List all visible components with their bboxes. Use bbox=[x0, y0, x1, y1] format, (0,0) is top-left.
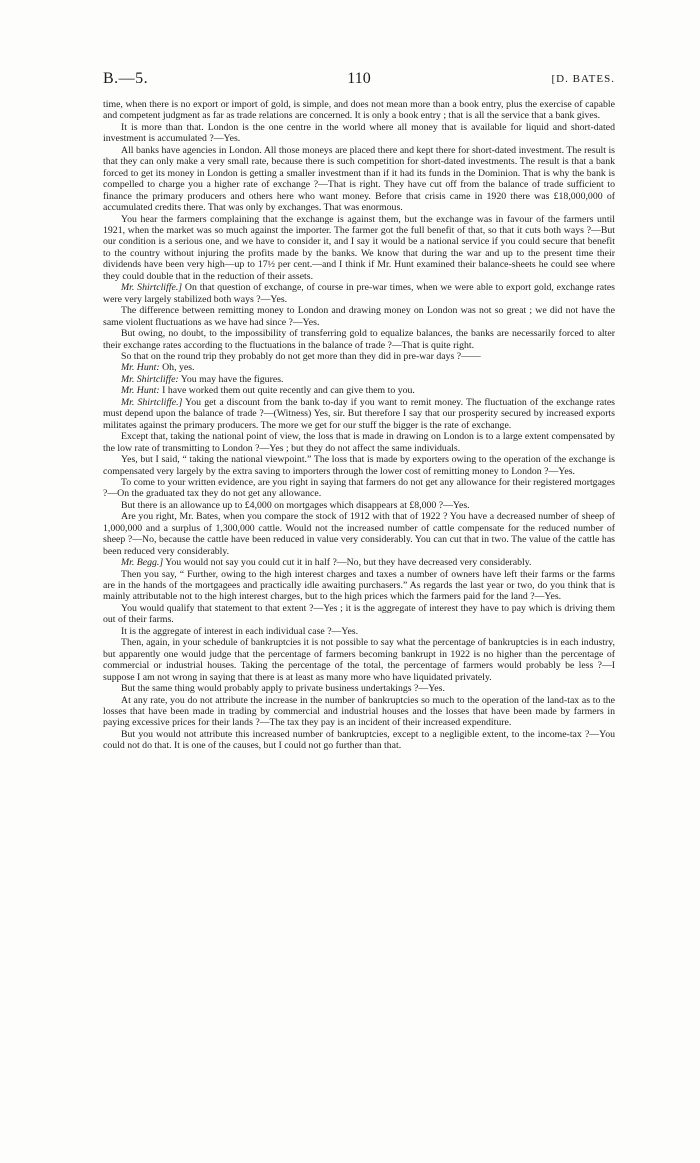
paragraph bbox=[103, 145, 615, 214]
paragraph-text: Are you right, Mr. Bates, when you compare the stock of 1912 with that of 1922 ? You have a decreased number of sheep of 1,000,000 and a surplus of 1,300,000 cattle. Would not the increased number of cattle compensate for the reduced number of sheep ?—No, because the cattle have been reduced in value very considerably. You can cut that in two. The value of the cattle has been reduced very considerably. bbox=[103, 511, 615, 557]
paragraph bbox=[103, 397, 615, 431]
paragraph-text: But there is an allowance up to £4,000 on mortgages which disappears at £8,000 ?—Yes. bbox=[121, 499, 470, 511]
paragraph bbox=[103, 454, 615, 477]
paragraph bbox=[103, 328, 615, 351]
paragraph-text: Yes, but I said, “ taking the national viewpoint.” The loss that is made by exporters owing to the operation of the exchange is compensated very largely by the extra saving to importers through the lower cost of remitting money to London ?—Yes. bbox=[103, 454, 615, 477]
paragraph-text: You would not say you could cut it in half ?—No, but they have decreased very considerably. bbox=[165, 557, 532, 569]
paragraph bbox=[103, 351, 615, 362]
paragraph bbox=[103, 99, 615, 122]
paragraph-text: So that on the round trip they probably do not get more than they did in pre-war days ?—— bbox=[121, 350, 481, 362]
speaker-label: Mr. Shirtcliffe.] bbox=[121, 396, 183, 408]
paragraph bbox=[103, 637, 615, 683]
paragraph-text: Oh, yes. bbox=[162, 362, 195, 374]
paragraph-text: Except that, taking the national point of view, the loss that is made in drawing on London is to a large extent compensated by the low rate of transmitting to London ?—Yes ; but they do not affect the same individuals. bbox=[103, 431, 615, 454]
paragraph bbox=[103, 569, 615, 603]
paragraph-text: All banks have agencies in London. All those moneys are placed there and kept there for short-dated investment. The result is that they can only make a very small rate, because there is such competition for short-dated investments. The result is that a bank forced to get its money in London is getting a smaller investment than if it had its funds in the Dominion. That is why the bank is compelled to charge you a higher rate of exchange ?—That is right. They have cut off from the balance of trade sufficient to finance the primary producers and others here who want money. Before that crisis came in 1920 there was £18,000,000 of accumulated credits there. That was only by exchanges. That was enormous. bbox=[103, 144, 615, 214]
paragraph-text: But the same thing would probably apply to private business undertakings ?—Yes. bbox=[121, 683, 445, 695]
paragraph-text: You get a discount from the bank to-day if you want to remit money. The fluctuation of the exchange rates must depend upon the balance of trade ?—(Witness) Yes, sir. But therefore I say that our prosperity secured by increased exports militates against the primary producers. The more we get for our stuff the bigger is the rate of exchange. bbox=[103, 396, 615, 431]
paragraph bbox=[103, 557, 615, 568]
paragraph bbox=[103, 626, 615, 637]
witness-name: [D. BATES. bbox=[551, 73, 615, 85]
paragraph-text: You may have the figures. bbox=[180, 373, 284, 385]
series-number: B.—5. bbox=[103, 70, 149, 87]
paragraph bbox=[103, 683, 615, 694]
paragraph-text: But owing, no doubt, to the impossibility of transferring gold to equalize balances, the banks are necessarily forced to alter their exchange rates according to the fluctuations in the balance of trade ?—That is quite right. bbox=[103, 328, 615, 351]
paragraph bbox=[103, 362, 615, 373]
paragraph-text: At any rate, you do not attribute the increase in the number of bankruptcies so much to the operation of the land-tax as to the losses that have been made in trading by commercial and industrial houses and the losses that have been made by farmers in paying excessive prices for their lands ?—The tax they pay is an incident of their increased expenditure. bbox=[103, 694, 615, 729]
page-number: 110 bbox=[347, 70, 371, 87]
paragraph bbox=[103, 374, 615, 385]
paragraph bbox=[103, 214, 615, 283]
speaker-label: Mr. Hunt: bbox=[121, 385, 160, 397]
paragraph-text: It is the aggregate of interest in each individual case ?—Yes. bbox=[121, 625, 359, 637]
page-header bbox=[103, 70, 615, 92]
paragraph bbox=[103, 500, 615, 511]
paragraph-text: Then you say, “ Further, owing to the high interest charges and taxes a number of owners have left their farms or the farms are in the hands of the mortgagees and practically idle awaiting purchasers.” As regards the last year or two, do you think that is mainly attributable not to the high interest charges, but to the high prices which the farmers paid for the land ?—Yes. bbox=[103, 568, 615, 603]
paragraph-text: Then, again, in your schedule of bankruptcies it is not possible to say what the percentage of bankruptcies is in each industry, but apparently one would judge that the percentage of farmers becoming bankrupt in 1922 is no higher than the percentage of commercial or industrial houses. Taking the percentage of the total, the percentage of farmers would probably be less ?—I suppose I am not wrong in saying that there is at least as many more who have liquidated privately. bbox=[103, 637, 615, 683]
speaker-label: Mr. Begg.] bbox=[121, 557, 164, 569]
speaker-label: Mr. Shirtcliffe.] bbox=[121, 282, 183, 294]
paragraph bbox=[103, 511, 615, 557]
body-text bbox=[103, 99, 615, 752]
paragraph bbox=[103, 431, 615, 454]
paragraph-text: The difference between remitting money to London and drawing money on London was not so great ; we did not have the same violent fluctuations as we have had since ?—Yes. bbox=[103, 305, 615, 328]
paragraph bbox=[103, 282, 615, 305]
paragraph-text: time, when there is no export or import of gold, is simple, and does not mean more than a book entry, plus the exercise of capable and competent judgment as far as trade relations are concerned. It is only a book entry ; that is all the service that a bank gives. bbox=[103, 99, 615, 122]
paragraph-text: You would qualify that statement to that extent ?—Yes ; it is the aggregate of interest they have to pay which is driving them out of their farms. bbox=[103, 602, 615, 626]
paragraph-text: You hear the farmers complaining that the exchange is against them, but the exchange was in favour of the farmers until 1921, when the market was so much against the importer. The farmer got the full benefit of that, so that it cuts both ways ?—But our condition is a serious one, and we have to consider it, and I say it would be a national service if you could secure that benefit to the country without injuring the profits made by the banks. We know that during the war and up to the present time their dividends have been very high—up to 17½ per cent.—and I think if Mr. Hunt examined their balance-sheets he could see where they could double that in the reduction of their assets. bbox=[103, 213, 615, 282]
paragraph-text: It is more than that. London is the one centre in the world where all money that is available for liquid and short-dated investment is accumulated ?—Yes. bbox=[103, 121, 615, 145]
paragraph bbox=[103, 385, 615, 396]
paragraph bbox=[103, 729, 615, 752]
paragraph bbox=[103, 603, 615, 626]
speaker-label: Mr. Hunt: bbox=[121, 362, 160, 374]
paragraph-text: To come to your written evidence, are you right in saying that farmers do not get any allowance for their registered mortgages ?—On the graduated tax they do not get any allowance. bbox=[103, 476, 615, 500]
paragraph bbox=[103, 477, 615, 500]
paragraph bbox=[103, 695, 615, 729]
paragraph-text: But you would not attribute this increased number of bankruptcies, except to a negligible extent, to the income-tax ?—You could not do that. It is one of the causes, but I could not go further than that. bbox=[103, 728, 615, 752]
paragraph-text: On that question of exchange, of course in pre-war times, when we were able to export gold, exchange rates were very largely stabilized both ways ?—Yes. bbox=[103, 282, 615, 305]
paragraph-text: I have worked them out quite recently and can give them to you. bbox=[162, 385, 415, 397]
paragraph bbox=[103, 122, 615, 145]
speaker-label: Mr. Shirtcliffe: bbox=[121, 373, 179, 385]
paragraph bbox=[103, 305, 615, 328]
